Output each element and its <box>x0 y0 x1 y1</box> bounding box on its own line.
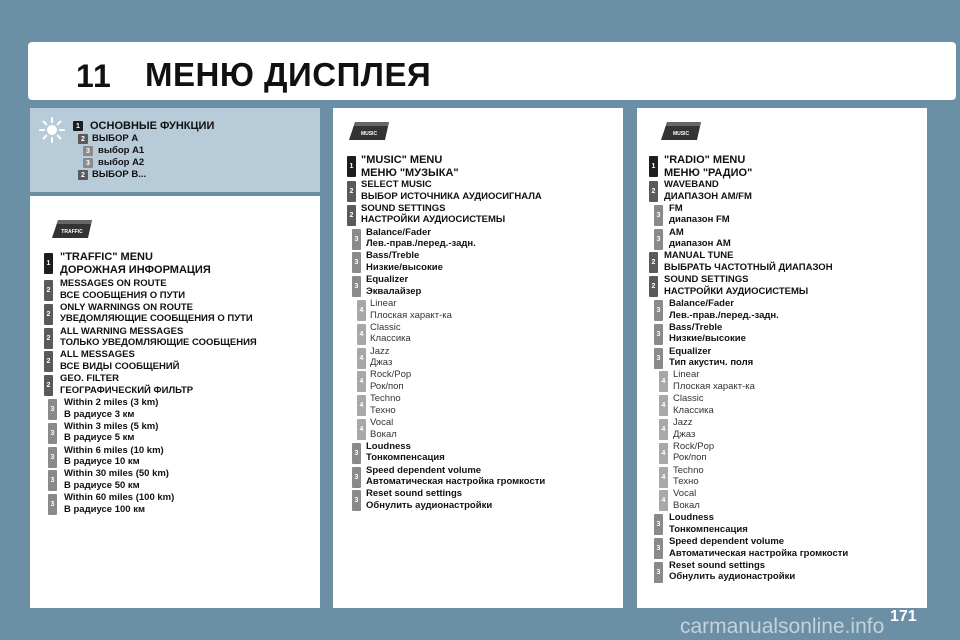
menu-item <box>361 203 505 226</box>
traffic-menu-panel <box>30 196 320 608</box>
main-functions-panel <box>30 108 320 192</box>
level-badge: 3 <box>352 276 361 297</box>
menu-item <box>673 417 695 440</box>
menu-item-line: ВСЕ СООБЩЕНИЯ О ПУТИ <box>60 289 186 301</box>
menu-item-line: ONLY WARNINGS ON ROUTE <box>60 301 194 313</box>
menu-item-line: Плоская характ-ка <box>673 380 755 392</box>
menu-item-line: Loudness <box>366 440 411 452</box>
menu-item-line: Speed dependent volume <box>366 464 482 476</box>
menu-item-line: Плоская характ-ка <box>370 309 452 321</box>
level-badge: 4 <box>357 324 366 345</box>
menu-item <box>361 179 542 202</box>
menu-item-line: "TRAFFIC" MENU <box>60 251 153 263</box>
traffic-button-icon <box>50 218 94 240</box>
menu-item-line: Низкие/высокие <box>669 333 746 345</box>
menu-item-line: Equalizer <box>669 345 712 357</box>
radio-button-icon <box>659 120 703 142</box>
menu-item-line: Техно <box>370 404 396 416</box>
level-badge: 4 <box>659 419 668 440</box>
level-badge: 3 <box>48 399 57 420</box>
level-badge: 4 <box>357 371 366 392</box>
menu-item <box>60 302 253 325</box>
menu-item-line: Within 6 miles (10 km) <box>64 444 164 456</box>
menu-item-line: ВЫБРАТЬ ЧАСТОТНЫЙ ДИАПАЗОН <box>664 261 833 273</box>
menu-item-line: Обнулить аудионастройки <box>669 571 796 583</box>
level-badge: 3 <box>654 229 663 250</box>
menu-item-line: WAVEBAND <box>664 179 719 190</box>
level-badge: 4 <box>357 348 366 369</box>
menu-item <box>669 322 746 345</box>
level-badge: 3 <box>654 205 663 226</box>
menu-item-line: НАСТРОЙКИ АУДИОСИСТЕМЫ <box>664 285 809 297</box>
menu-item-line: ALL WARNING MESSAGES <box>60 325 184 337</box>
menu-item-line: Equalizer <box>366 274 409 286</box>
menu-item-line: ТОЛЬКО УВЕДОМЛЯЮЩИЕ СООБЩЕНИЯ <box>60 337 257 349</box>
menu-item-line: Jazz <box>370 345 390 357</box>
menu-item <box>673 465 704 488</box>
menu-item-line: Лев.-прав./перед.-задн. <box>669 309 779 321</box>
level-badge: 4 <box>357 419 366 440</box>
level-badge: 2 <box>347 205 356 226</box>
menu-item <box>664 274 808 297</box>
menu-item-line: "MUSIC" MENU <box>361 154 443 166</box>
level-badge: 4 <box>659 443 668 464</box>
level-badge: 3 <box>352 467 361 488</box>
menu-item-line: Автоматическая настройка громкости <box>366 476 546 488</box>
menu-item: ВЫБОР A <box>92 133 139 144</box>
menu-item-line: Linear <box>370 298 397 309</box>
menu-item-line: НАСТРОЙКИ АУДИОСИСТЕМЫ <box>361 214 506 226</box>
menu-item-line: AM <box>669 226 684 238</box>
level-badge: 1 <box>73 121 83 131</box>
menu-item-line: В радиусе 10 км <box>64 456 140 468</box>
menu-item-line: Within 60 miles (100 km) <box>64 492 175 504</box>
menu-item <box>669 203 730 226</box>
menu-item-line: Loudness <box>669 512 714 524</box>
brightness-icon <box>38 116 66 144</box>
level-badge: 2 <box>78 170 88 180</box>
menu-item <box>669 227 731 250</box>
menu-item: выбор A1 <box>98 145 145 156</box>
level-badge: 3 <box>352 229 361 250</box>
menu-item-line: ДОРОЖНАЯ ИНФОРМАЦИЯ <box>60 263 211 276</box>
menu-item-line: Классика <box>370 333 411 345</box>
menu-item-line: Эквалайзер <box>366 285 422 297</box>
page-title: МЕНЮ ДИСПЛЕЯ <box>145 56 432 93</box>
level-badge: 3 <box>83 146 93 156</box>
menu-item-line: Within 30 miles (50 km) <box>64 468 169 480</box>
menu-item-line: Джаз <box>673 428 696 440</box>
menu-item-line: Classic <box>370 321 401 333</box>
menu-item-line: Balance/Fader <box>669 298 734 309</box>
level-badge: 3 <box>352 252 361 273</box>
level-badge: 1 <box>649 156 658 177</box>
menu-item-line: Vocal <box>673 488 697 500</box>
chapter-number: 11 <box>76 58 112 94</box>
menu-item-line: Within 3 miles (5 km) <box>64 420 159 432</box>
menu-item <box>370 346 392 369</box>
level-badge: 2 <box>649 252 658 273</box>
menu-item <box>366 465 545 488</box>
menu-item-line: SELECT MUSIC <box>361 179 432 190</box>
level-badge: 4 <box>659 395 668 416</box>
level-badge: 2 <box>44 280 53 301</box>
menu-item-line: Vocal <box>370 417 394 428</box>
menu-item-line: Автоматическая настройка громкости <box>669 547 849 559</box>
radio-icon-label: MUSIC <box>672 131 690 137</box>
menu-item-line: FM <box>669 202 683 214</box>
menu-item-line: Classic <box>673 393 704 405</box>
menu-item <box>370 369 411 392</box>
menu-item-line: "RADIO" MENU <box>664 154 746 166</box>
traffic-icon-label: TRAFFIC <box>61 229 83 235</box>
menu-item <box>64 445 164 468</box>
menu-item <box>64 492 174 515</box>
menu-item <box>669 512 748 535</box>
level-badge: 3 <box>83 158 93 168</box>
level-badge: 4 <box>357 395 366 416</box>
menu-item-line: Техно <box>673 476 699 488</box>
music-menu-panel <box>333 108 623 608</box>
menu-item-line: Лев.-прав./перед.-задн. <box>366 238 476 250</box>
menu-item-line: Reset sound settings <box>669 559 766 571</box>
menu-item <box>366 274 421 297</box>
menu-item-line: Вокал <box>370 428 397 440</box>
menu-item-line: Speed dependent volume <box>669 536 785 547</box>
level-badge: 3 <box>48 447 57 468</box>
menu-item-line: Рок/поп <box>370 380 404 392</box>
menu-item-line: GEO. FILTER <box>60 373 119 385</box>
menu-item <box>673 488 700 511</box>
level-badge: 3 <box>48 470 57 491</box>
menu-item <box>370 322 411 345</box>
menu-item-line: Вокал <box>673 499 700 511</box>
menu-item <box>669 298 779 321</box>
level-badge: 3 <box>654 300 663 321</box>
level-badge: 3 <box>352 490 361 511</box>
menu-item <box>64 421 158 444</box>
menu-item-line: Обнулить аудионастройки <box>366 499 493 511</box>
music-icon-label: MUSIC <box>360 131 378 137</box>
menu-item-line: Rock/Pop <box>370 369 412 381</box>
menu-item-line: Balance/Fader <box>366 226 431 238</box>
menu-item-line: Linear <box>673 369 700 381</box>
menu-item-line: Bass/Treble <box>669 321 723 333</box>
menu-item-line: Рок/поп <box>673 452 707 464</box>
level-badge: 2 <box>649 181 658 202</box>
menu-item <box>366 250 443 273</box>
menu-item-line: Тонкомпенсация <box>366 452 445 464</box>
level-badge: 3 <box>654 324 663 345</box>
menu-item <box>673 369 755 392</box>
level-badge: 3 <box>654 538 663 559</box>
menu-item <box>669 560 795 583</box>
page-number: 171 <box>890 608 917 625</box>
menu-item-line: ВЫБОР ИСТОЧНИКА АУДИОСИГНАЛА <box>361 190 542 202</box>
menu-item-line: Тонкомпенсация <box>669 523 748 535</box>
menu-item <box>370 393 401 416</box>
level-badge: 2 <box>347 181 356 202</box>
menu-item-line: Jazz <box>673 417 693 428</box>
menu-item-line: Джаз <box>370 357 393 369</box>
radio-menu-panel <box>637 108 927 608</box>
menu-item-line: Techno <box>370 393 401 405</box>
menu-item-line: SOUND SETTINGS <box>361 202 446 214</box>
level-badge: 3 <box>48 494 57 515</box>
watermark: carmanualsonline.info <box>680 615 885 638</box>
menu-item-line: МЕНЮ "РАДИО" <box>664 166 753 179</box>
menu-item-line: Bass/Treble <box>366 250 420 262</box>
menu-item-line: ВСЕ ВИДЫ СООБЩЕНИЙ <box>60 360 180 372</box>
menu-item-line: Within 2 miles (3 km) <box>64 397 159 408</box>
level-badge: 2 <box>78 134 88 144</box>
level-badge: 3 <box>352 443 361 464</box>
menu-item <box>366 488 492 511</box>
menu-item-line: MANUAL TUNE <box>664 250 734 262</box>
menu-item-line: MESSAGES ON ROUTE <box>60 278 167 289</box>
level-badge: 4 <box>357 300 366 321</box>
level-badge: 1 <box>44 253 53 274</box>
level-badge: 4 <box>659 371 668 392</box>
level-badge: 2 <box>44 328 53 349</box>
menu-item-line: Techno <box>673 464 704 476</box>
menu-item-line: ДИАПАЗОН AM/FM <box>664 190 752 202</box>
menu-item-line: В радиусе 100 км <box>64 503 145 515</box>
level-badge: 4 <box>659 490 668 511</box>
menu-item <box>669 536 848 559</box>
menu-item: ВЫБОР B... <box>92 169 147 180</box>
level-badge: 3 <box>654 562 663 583</box>
menu-item <box>64 397 158 420</box>
menu-heading: ОСНОВНЫЕ ФУНКЦИИ <box>90 120 215 132</box>
level-badge: 2 <box>44 351 53 372</box>
menu-item <box>60 278 185 301</box>
menu-item-line: диапазон AM <box>669 238 731 250</box>
menu-item-line: Тип акустич. поля <box>669 357 754 369</box>
menu-item <box>60 373 193 396</box>
menu-item-line: Rock/Pop <box>673 440 715 452</box>
music-button-icon <box>347 120 391 142</box>
level-badge: 1 <box>347 156 356 177</box>
menu-item-line: диапазон FM <box>669 214 730 226</box>
menu-item-line: В радиусе 5 км <box>64 432 135 444</box>
menu-item-line: ГЕОГРАФИЧЕСКИЙ ФИЛЬТР <box>60 384 194 396</box>
level-badge: 2 <box>44 304 53 325</box>
menu-item-line: Низкие/высокие <box>366 261 443 273</box>
menu-item <box>673 441 714 464</box>
level-badge: 3 <box>654 514 663 535</box>
menu-heading <box>60 251 211 276</box>
menu-item-line: МЕНЮ "МУЗЫКА" <box>361 166 459 179</box>
menu-item-line: В радиусе 3 км <box>64 408 135 420</box>
menu-item <box>60 349 180 372</box>
menu-item <box>370 417 397 440</box>
menu-item-line: ALL MESSAGES <box>60 349 135 361</box>
menu-item-line: SOUND SETTINGS <box>664 274 749 286</box>
level-badge: 3 <box>654 348 663 369</box>
menu-item-line: В радиусе 50 км <box>64 479 140 491</box>
level-badge: 4 <box>659 467 668 488</box>
level-badge: 2 <box>44 375 53 396</box>
menu-item: выбор A2 <box>98 157 145 168</box>
menu-item-line: УВЕДОМЛЯЮЩИЕ СООБЩЕНИЯ О ПУТИ <box>60 313 253 325</box>
menu-heading <box>361 154 459 179</box>
menu-item <box>664 179 752 202</box>
menu-item <box>366 441 445 464</box>
level-badge: 3 <box>48 423 57 444</box>
menu-item <box>673 393 714 416</box>
menu-item <box>366 227 476 250</box>
menu-item <box>60 326 257 349</box>
menu-item-line: Reset sound settings <box>366 488 463 500</box>
menu-item <box>370 298 452 321</box>
level-badge: 2 <box>649 276 658 297</box>
menu-item <box>669 346 753 369</box>
menu-item <box>664 250 833 273</box>
menu-item <box>64 468 169 491</box>
menu-item-line: Классика <box>673 404 714 416</box>
menu-heading <box>664 154 752 179</box>
